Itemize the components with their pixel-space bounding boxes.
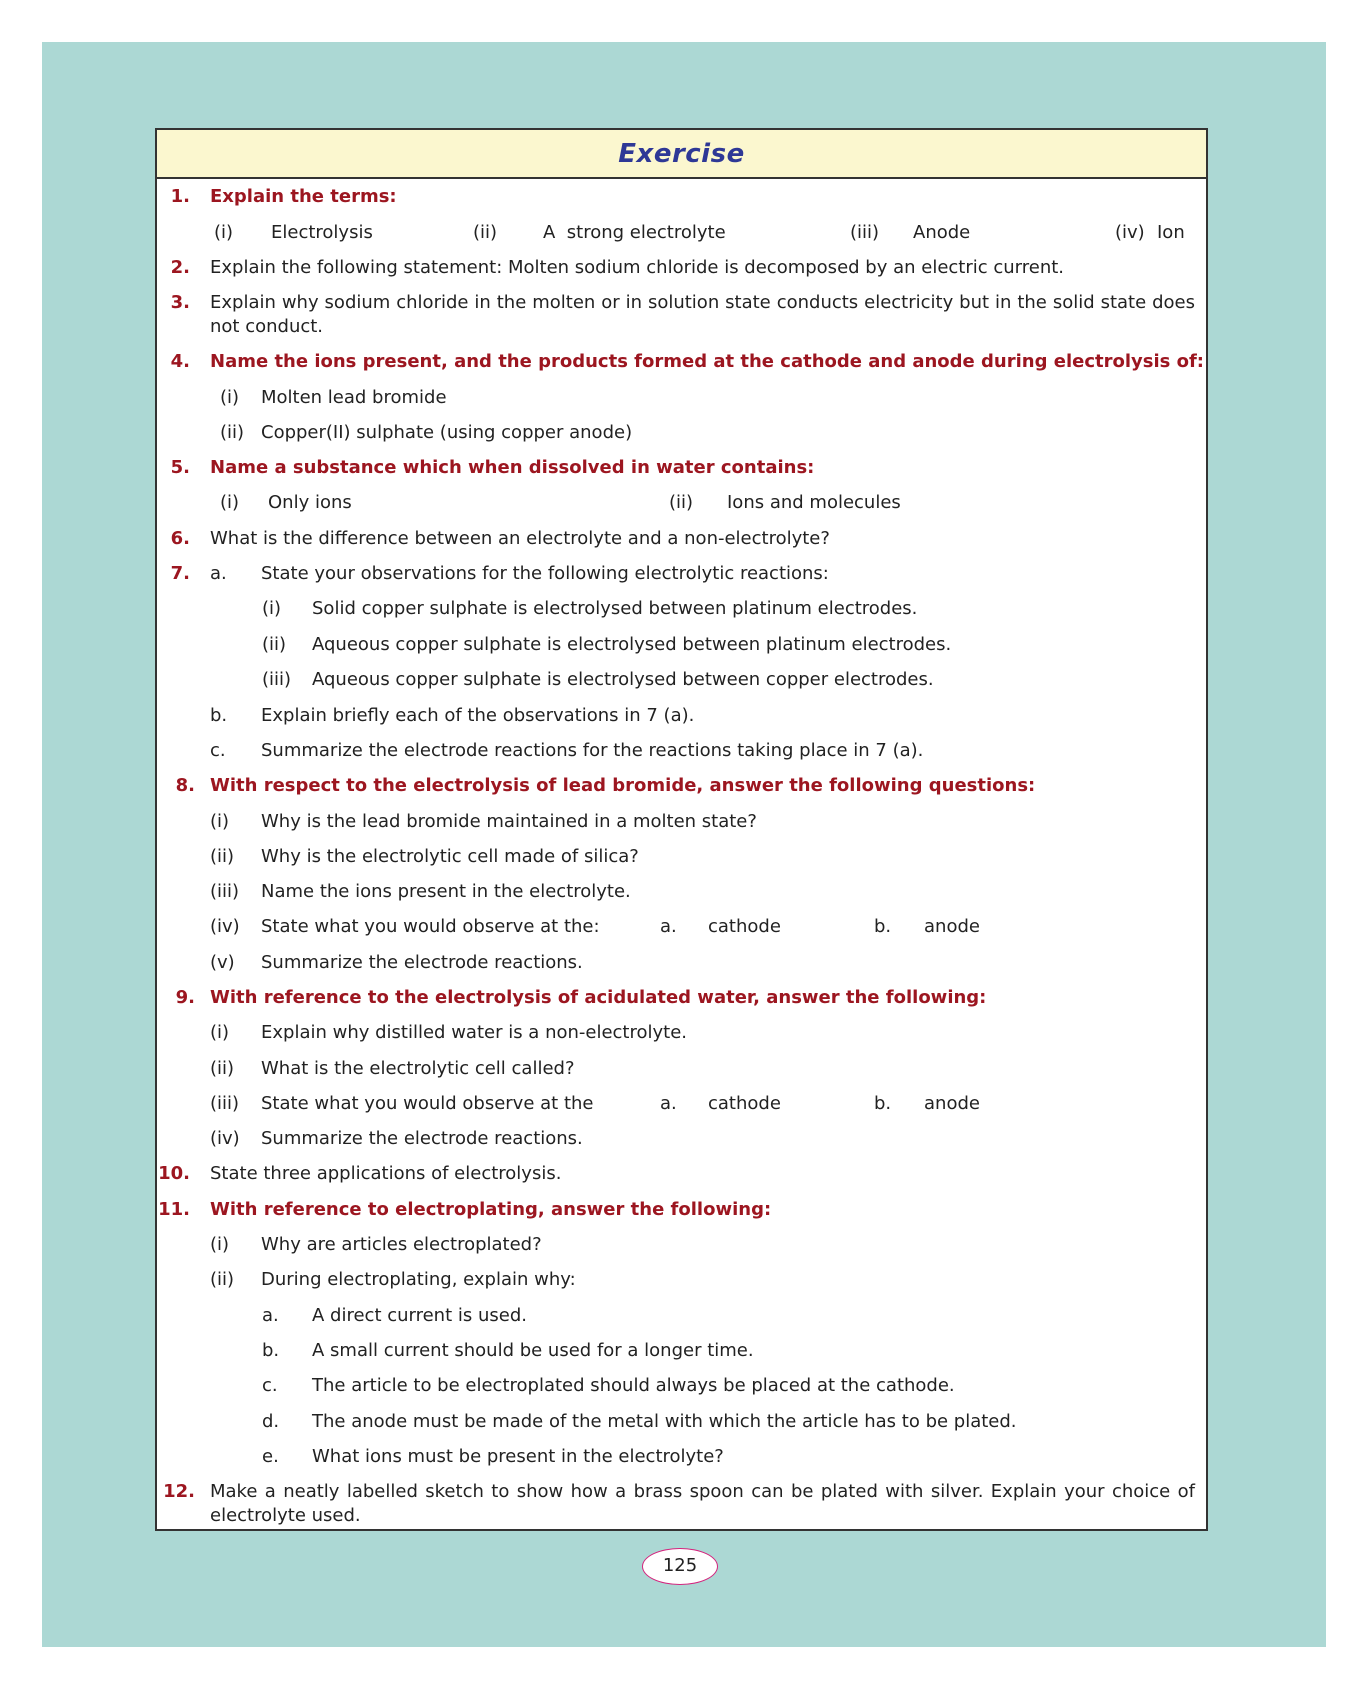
q1-iii-text: Anode — [913, 222, 971, 243]
q7-a-ii-mark: (ii) — [262, 634, 287, 655]
q8-iv-mark: (iv) — [210, 916, 240, 937]
q11-number: 11. — [158, 1199, 190, 1220]
q4-text: Name the ions present, and the products formed at the cathode and anode during electrolysis of: — [210, 351, 1205, 372]
q9-ii-text: What is the electrolytic cell called? — [261, 1058, 575, 1079]
q8-i-text: Why is the lead bromide maintained in a molten state? — [261, 811, 757, 832]
q7-c-mark: c. — [210, 740, 226, 761]
q8-number: 8. — [175, 775, 195, 796]
q8-iv-a-text: cathode — [708, 916, 781, 937]
q11-e-mark: e. — [262, 1446, 279, 1467]
q8-i-mark: (i) — [210, 811, 230, 832]
q7-b-mark: b. — [210, 705, 228, 726]
q10-number: 10. — [158, 1163, 190, 1184]
q11-a-mark: a. — [262, 1305, 279, 1326]
exercise-header — [157, 130, 1206, 179]
q1-number: 1. — [170, 186, 190, 207]
q9-iv-mark: (iv) — [210, 1128, 240, 1149]
q11-b-mark: b. — [262, 1340, 280, 1361]
q7-a-mark: a. — [210, 563, 227, 584]
q9-number: 9. — [175, 987, 195, 1008]
q4-ii-mark: (ii) — [220, 422, 245, 443]
q4-i-text: Molten lead bromide — [261, 387, 447, 408]
q7-number: 7. — [170, 563, 190, 584]
q11-c-text: The article to be electroplated should always be placed at the cathode. — [312, 1375, 955, 1396]
q9-iv-text: Summarize the electrode reactions. — [261, 1128, 583, 1149]
q8-iv-a-mark: a. — [660, 916, 677, 937]
q5-i-mark: (i) — [220, 492, 240, 513]
q9-iii-mark: (iii) — [210, 1093, 240, 1114]
q9-i-mark: (i) — [210, 1022, 230, 1043]
q1-iv-text: Ion — [1157, 222, 1185, 243]
q7-a-iii-mark: (iii) — [262, 669, 292, 690]
q7-a-ii-text: Aqueous copper sulphate is electrolysed between platinum electrodes. — [312, 634, 952, 655]
q8-v-text: Summarize the electrode reactions. — [261, 952, 583, 973]
q7-b-text: Explain briefly each of the observations in 7 (a). — [261, 705, 695, 726]
q1-text: Explain the terms: — [210, 186, 397, 207]
q7-a-i-mark: (i) — [262, 598, 282, 619]
q11-i-text: Why are articles electroplated? — [261, 1234, 542, 1255]
q6-number: 6. — [170, 528, 190, 549]
q7-a-iii-text: Aqueous copper sulphate is electrolysed between copper electrodes. — [312, 669, 934, 690]
q3-number: 3. — [170, 292, 190, 313]
q1-ii-mark: (ii) — [473, 222, 498, 243]
q8-ii-text: Why is the electrolytic cell made of silica? — [261, 846, 639, 867]
q8-iii-mark: (iii) — [210, 881, 240, 902]
q11-d-text: The anode must be made of the metal with which the article has to be plated. — [312, 1411, 1017, 1432]
q8-iii-text: Name the ions present in the electrolyte. — [261, 881, 631, 902]
q5-number: 5. — [170, 457, 190, 478]
q7-c-text: Summarize the electrode reactions for the reactions taking place in 7 (a). — [261, 740, 924, 761]
q9-iii-text: State what you would observe at the — [261, 1093, 594, 1114]
q11-a-text: A direct current is used. — [312, 1305, 527, 1326]
page-number: 125 — [642, 1548, 718, 1585]
q2-text: Explain the following statement: Molten sodium chloride is decomposed by an electric current. — [210, 257, 1065, 278]
q1-ii-text: A strong electrolyte — [543, 222, 726, 243]
q8-ii-mark: (ii) — [210, 846, 235, 867]
q7-a-text: State your observations for the following electrolytic reactions: — [261, 563, 829, 584]
q11-d-mark: d. — [262, 1411, 280, 1432]
q7-a-i-text: Solid copper sulphate is electrolysed between platinum electrodes. — [312, 598, 918, 619]
q11-b-text: A small current should be used for a longer time. — [312, 1340, 754, 1361]
q11-c-mark: c. — [262, 1375, 278, 1396]
q10-text: State three applications of electrolysis. — [210, 1163, 562, 1184]
q11-i-mark: (i) — [210, 1234, 230, 1255]
q5-i-text: Only ions — [268, 492, 352, 513]
q12-text: Make a neatly labelled sketch to show how a brass spoon can be plated with silver. Explain your choice of electrolyte used. — [210, 1481, 1195, 1526]
q9-ii-mark: (ii) — [210, 1058, 235, 1079]
q9-text: With reference to the electrolysis of acidulated water, answer the following: — [210, 987, 987, 1008]
q9-iii-b-text: anode — [924, 1093, 980, 1114]
q8-iv-b-text: anode — [924, 916, 980, 937]
q9-iii-b-mark: b. — [874, 1093, 892, 1114]
q8-iv-b-mark: b. — [874, 916, 892, 937]
exercise-title: Exercise — [618, 139, 745, 169]
q8-iv-text: State what you would observe at the: — [261, 916, 600, 937]
q11-text: With reference to electroplating, answer the following: — [210, 1199, 772, 1220]
q8-v-mark: (v) — [210, 952, 235, 973]
q9-iii-a-mark: a. — [660, 1093, 677, 1114]
q8-text: With respect to the electrolysis of lead bromide, answer the following questions: — [210, 775, 1036, 796]
q4-ii-text: Copper(II) sulphate (using copper anode) — [261, 422, 633, 443]
q5-text: Name a substance which when dissolved in water contains: — [210, 457, 815, 478]
q6-text: What is the difference between an electrolyte and a non-electrolyte? — [210, 528, 830, 549]
q2-number: 2. — [170, 257, 190, 278]
q4-number: 4. — [170, 351, 190, 372]
q5-ii-mark: (ii) — [669, 492, 694, 513]
q5-ii-text: Ions and molecules — [727, 492, 901, 513]
q4-i-mark: (i) — [220, 387, 240, 408]
q11-ii-mark: (ii) — [210, 1269, 235, 1290]
q12-number: 12. — [163, 1481, 195, 1502]
q9-iii-a-text: cathode — [708, 1093, 781, 1114]
q11-e-text: What ions must be present in the electrolyte? — [312, 1446, 724, 1467]
q1-i-text: Electrolysis — [271, 222, 373, 243]
q1-iv-mark: (iv) — [1115, 222, 1145, 243]
q1-iii-mark: (iii) — [850, 222, 880, 243]
q9-i-text: Explain why distilled water is a non-electrolyte. — [261, 1022, 688, 1043]
q3-text: Explain why sodium chloride in the molten or in solution state conducts electricity but in the solid state does not conduct. — [210, 292, 1195, 337]
q11-ii-text: During electroplating, explain why: — [261, 1269, 576, 1290]
q1-i-mark: (i) — [214, 222, 234, 243]
